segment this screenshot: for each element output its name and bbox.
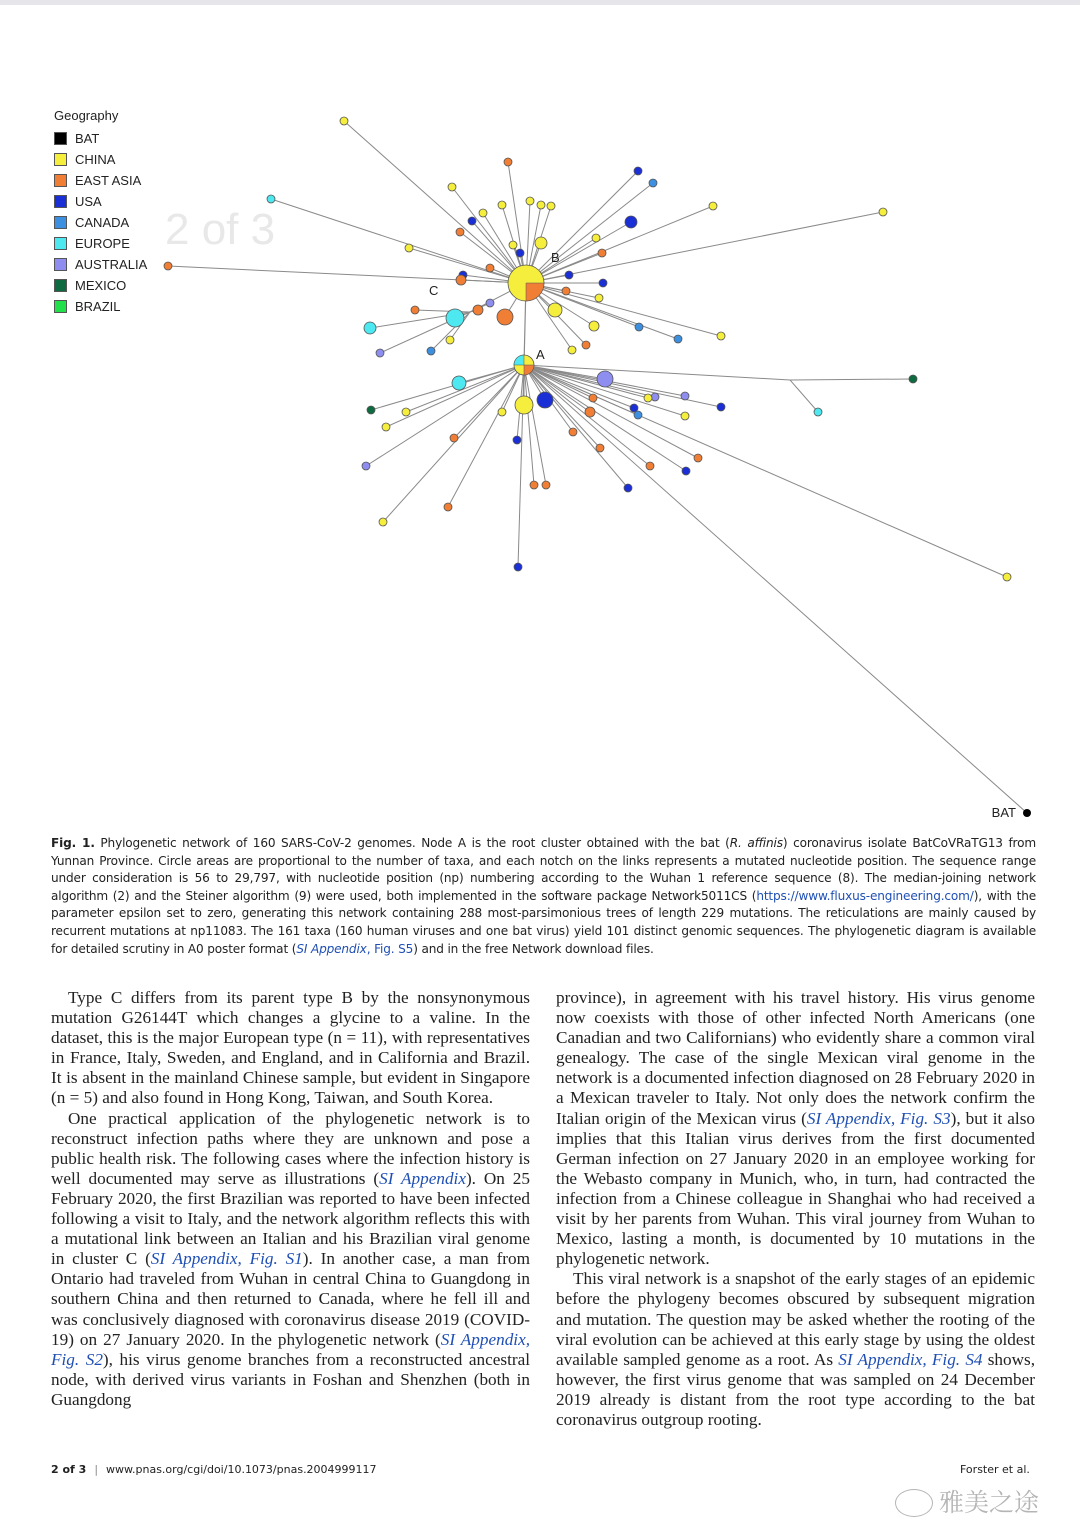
network-link [406,365,524,412]
network-node [681,392,689,400]
network-node [879,208,887,216]
node-label-b: B [551,250,560,265]
si-appendix-link[interactable]: SI Appendix, Fig. S3 [806,1108,951,1128]
si-appendix-link[interactable]: SI Appendix [379,1168,466,1188]
si-appendix-text: SI Appendix [296,941,367,956]
network-link [371,365,524,410]
footer-authors: Forster et al. [960,1463,1030,1476]
legend-swatch [54,258,67,271]
network-node [717,332,725,340]
network-link [790,380,818,412]
network-node [446,309,464,327]
network-link [168,266,526,283]
node-a-slice [524,365,534,375]
network-node [681,412,689,420]
network-node [364,322,376,334]
paragraph-text: One practical application of the phylogenetic network is to reconstruct infection paths where they are unknown and pose a public health risk. The following cases where the infection history is well documented may serve as illustrations ( [51,1108,530,1188]
paragraph-text: ). In another case, a man from Ontario had traveled from Wuhan in central China to Guangdong in southern China and then returned to Canada, where he fell ill and was conclusively diagnosed with coronavirus disease 2019 (COVID-19) on 27 January 2020. In the phylogenetic network ( [51,1249,530,1349]
bat-node [1023,809,1031,817]
network-node [530,481,538,489]
paragraph-text: Type C differs from its parent type B by the nonsynonymous mutation G26144T which changes a glycine to a valine. In the dataset, this is the major European type (n = 11), with representatives in France, Italy, Sweden, and England, and in California and Brazil. It is absent in the mainland Chinese sample, but evident in Singapore (n = 5) and also found in Hong Kong, Taiwan, and South Korea. [51,988,530,1108]
network-node [909,375,917,383]
legend-swatch [54,279,67,292]
legend-label: EUROPE [75,236,130,251]
legend-label: EAST ASIA [75,173,142,188]
node-label-bat: BAT [991,805,1016,820]
network-node [599,279,607,287]
paragraph [556,988,1035,1269]
network-node [585,407,595,417]
network-node [634,411,642,419]
network-node [473,305,483,315]
legend-item [54,254,147,275]
fluxus-link[interactable]: https://www.fluxus-engineering.com/ [756,888,974,903]
doi-link[interactable]: www.pnas.org/cgi/doi/10.1073/pnas.2004999117 [106,1463,377,1476]
network-node [682,467,690,475]
figure-caption [51,835,1036,958]
geography-legend [54,108,147,317]
network-node [625,216,637,228]
network-node [405,244,413,252]
network-node [589,321,599,331]
legend-item [54,233,147,254]
network-node [568,346,576,354]
paragraph [51,988,530,1109]
page-footer: 2 of 3 | www.pnas.org/cgi/doi/10.1073/pnas.2004999117 [51,1463,377,1476]
network-link [386,365,524,427]
network-node [164,262,172,270]
caption-text: Phylogenetic network of 160 SARS-CoV-2 genomes. Node A is the root cluster obtained with the bat ( [94,836,730,850]
network-link [454,365,524,438]
network-node [597,371,613,387]
si-appendix-link[interactable]: SI Appendix, Fig. S2 [51,1329,530,1369]
network-node [1003,573,1011,581]
network-node [526,197,534,205]
network-node [562,287,570,295]
network-node [444,503,452,511]
legend-item [54,212,147,233]
node-label-a: A [536,347,545,362]
legend-label: BAT [75,131,100,146]
legend-title: Geography [54,108,119,123]
network-node [486,264,494,272]
legend-swatch [54,237,67,250]
body-column-right [556,988,1035,1430]
network-link [526,212,883,283]
network-link [524,365,534,485]
network-node [569,428,577,436]
legend-item [54,170,147,191]
network-link [383,365,524,522]
caption-text: ) coronavirus isolate BatCoVRaTG13 from Yunnan Province. Circle areas are proportional to the number of taxa, and each notch on the links represents a mutated nucleotide position. The sequence range under consideration is 56 to 29,797, with nucleotide position (np) numbering according to the Wuhan 1 reference sequence (8). The median-joining network algorithm (2) and the Steiner algorithm (9) were used, both implemented in the software package Network5011CS ( [51,836,1036,903]
paragraph-text: ). On 25 February 2020, the first Brazilian was reported to have been infected following a visit to Italy, and the network algorithm reflects this with a mutational link between an Italian and his Brazilian viral genome in cluster C ( [51,1168,530,1269]
network-node [456,228,464,236]
caption-text: ), with the parameter epsilon set to zero, generating this network containing 288 most-parsimonious trees of length 229 mutations. The reticulations are mainly caused by recurrent mutations at np11083. The 161 taxa (160 human viruses and one bat virus) yield 101 distinct genomic sequences. The phylogenetic diagram is available for detailed scrutiny in A0 poster format ( [51,888,1036,956]
network-node [402,408,410,416]
network-node [542,481,550,489]
network-node [598,249,606,257]
network-node [592,234,600,242]
paragraph-text: ), his virus genome branches from a reconstructed ancestral node, with derived virus variants in Foshan and Shenzhen (both in Guangdong [51,1349,530,1409]
paragraph-text: province), in agreement with his travel history. His virus genome now coexists with those of other infected North Americans (one Canadian and two Californians) who evidently share a common viral genealogy. The case of the single Mexican viral genome in the network is a documented infection diagnosed on 28 February 2020 in a Mexican traveler to Italy. Not only does the network confirm the Italian origin of the Mexican virus ( [556,988,1035,1128]
legend-swatch [54,195,67,208]
legend-swatch [54,132,67,145]
network-node [456,275,466,285]
network-node [446,336,454,344]
si-appendix-link[interactable] [296,942,413,956]
network-node [340,117,348,125]
network-node [537,392,553,408]
network-node [516,249,524,257]
page-watermark: 2 of 3 [165,205,276,254]
network-node [367,406,375,414]
fig-ref-text: , Fig. S5 [366,941,414,956]
network-node [267,195,275,203]
network-node [362,462,370,470]
legend-label: AUSTRALIA [75,257,148,272]
body-column-left [51,988,530,1410]
network-node [497,309,513,325]
si-appendix-link[interactable]: SI Appendix, Fig. S1 [150,1249,303,1269]
network-node [565,271,573,279]
legend-label: CANADA [75,215,130,230]
node-label-c: C [429,283,439,298]
network-node [450,434,458,442]
network-node [468,217,476,225]
si-appendix-link[interactable]: SI Appendix, Fig. S4 [838,1349,983,1369]
paragraph-text: shows, however, the first virus genome that was sampled on 24 December 2019 already is distant from the root type according to the bat coronavirus outgroup rooting. [556,1349,1036,1429]
legend-label: CHINA [75,152,116,167]
network-node [717,403,725,411]
network-node [596,444,604,452]
network-node [649,179,657,187]
paragraph [556,1269,1035,1430]
paragraph [51,1109,530,1410]
network-node [452,376,466,390]
network-node [547,202,555,210]
network-node [537,201,545,209]
network-link [344,121,526,283]
network-node [486,299,494,307]
network-node [448,183,456,191]
network-node [514,563,522,571]
paragraph-text: This viral network is a snapshot of the early stages of an epidemic before the phylogeny becomes obscured by subsequent migration and mutation. The question may be asked whether the rooting of the viral evolution can be achieved at this early stage by using the oldest available sampled genome as a root. As [556,1269,1035,1369]
wechat-icon [895,1489,933,1517]
network-node [635,323,643,331]
legend-swatch [54,174,67,187]
network-node [509,241,517,249]
network-node [694,454,702,462]
network-node [515,396,533,414]
network-node [535,237,547,249]
caption-text: ) and in the free Network download files. [413,941,654,956]
network-node [709,202,717,210]
network-link [526,183,653,283]
wechat-watermark [895,1488,1039,1518]
network-node [427,347,435,355]
legend-swatch [54,153,67,166]
network-node [513,436,521,444]
network-node [379,518,387,526]
network-node [548,303,562,317]
page-number: 2 of 3 [51,1463,87,1476]
legend-item [54,296,147,317]
network-node [634,167,642,175]
legend-item [54,191,147,212]
legend-swatch [54,216,67,229]
network-link [526,171,638,283]
legend-label: BRAZIL [75,299,121,314]
network-node [376,349,384,357]
network-node [479,209,487,217]
network-node [624,484,632,492]
node-a-slice [514,355,524,365]
caption-label: Fig. 1. [51,836,95,850]
network-node [498,201,506,209]
network-node [814,408,822,416]
legend-item [54,149,147,170]
network-node [498,408,506,416]
network-link [524,365,1027,813]
network-node [646,462,654,470]
watermark-text: 雅美之途 [939,1488,1040,1517]
legend-label: USA [75,194,102,209]
legend-item [54,128,147,149]
legend-item [54,275,147,296]
legend-swatch [54,300,67,313]
network-node [582,341,590,349]
network-node [644,394,652,402]
network-node [382,423,390,431]
paragraph-text: ), but it also implies that this Italian virus derives from the first documented German infection on 27 January 2020 in an employee working for the Webasto company in Munich, who, in turn, had contracted the infection from a Chinese colleague in Shanghai who had received a visit by her parents from Wuhan. This viral journey from Wuhan to Mexico, lasting a month, is documented by 10 mutations in the phylogenetic network. [556,1108,1035,1269]
legend-label: MEXICO [75,278,127,293]
network-node [411,306,419,314]
network-node [595,294,603,302]
caption-species: R. affinis [729,836,783,850]
network-node [504,158,512,166]
network-node [589,394,597,402]
network-node [674,335,682,343]
